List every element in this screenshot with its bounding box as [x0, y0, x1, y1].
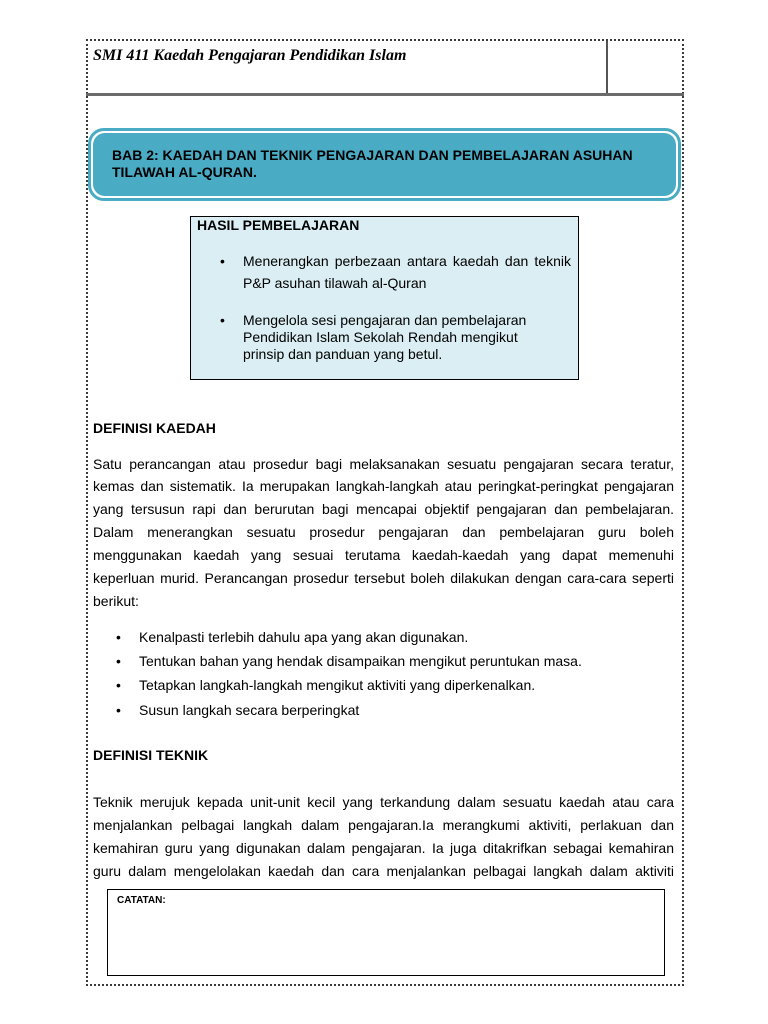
bullet-icon	[116, 649, 139, 673]
list-item	[116, 649, 582, 673]
text-line: keperluan murid. Perancangan prosedur tersebut boleh dilakukan dengan cara-cara seperti	[93, 569, 674, 586]
text-line: menjalankan pelbagai langkah dalam pengajaran.Ia merangkumi aktiviti, perlakuan dan	[93, 816, 674, 833]
chapter-banner	[88, 128, 681, 201]
list-item	[116, 673, 582, 697]
text-line: Mengelola sesi pengajaran dan pembelajaran	[243, 311, 527, 328]
text-line: Dalam menerangkan sesuatu prosedur pengajaran dan pembelajaran guru boleh	[93, 524, 674, 541]
bullet-icon	[116, 673, 139, 697]
bullet-icon	[220, 312, 243, 363]
text-line: kemas dan sistematik. Ia merupakan langkah-langkah atau peringkat-peringkat pengajaran	[93, 478, 674, 495]
section-heading-teknik: DEFINISI TEKNIK	[93, 747, 209, 763]
text-line: guru dalam mengelolakan kaedah dan cara menjalankan pelbagai langkah dalam aktiviti	[93, 862, 674, 879]
text-line: Satu perancangan atau prosedur bagi melaksanakan sesuatu pengajaran secara teratur,	[93, 455, 674, 472]
text-line: menggunakan kaedah yang sesuai terutama kaedah-kaedah yang dapat memenuhi	[93, 546, 674, 563]
list-item-text: Kenalpasti terlebih dahulu apa yang akan digunakan.	[139, 628, 469, 645]
text-line: berikut:	[93, 592, 139, 609]
notes-label: CATATAN:	[117, 895, 166, 906]
list-item-text: Tetapkan langkah-langkah mengikut aktiviti yang diperkenalkan.	[139, 677, 536, 694]
text-line: Pendidikan Islam Sekolah Rendah mengikut	[243, 328, 518, 345]
outcome-text	[243, 312, 571, 363]
list-item-text: Susun langkah secara berperingkat	[139, 701, 360, 718]
bullet-icon	[220, 250, 243, 294]
chapter-title: BAB 2: KAEDAH DAN TEKNIK PENGAJARAN DAN PEMBELAJARAN ASUHAN TILAWAH AL-QURAN.	[112, 146, 633, 180]
header-divider	[606, 41, 608, 94]
list-item	[116, 698, 582, 722]
learning-outcomes-box	[190, 216, 579, 380]
text-line: prinsip dan panduan yang betul.	[243, 345, 443, 362]
teknik-paragraph	[93, 791, 674, 883]
text-line: Teknik merujuk kepada unit-unit kecil yang terkandung dalam sesuatu kaedah atau cara	[93, 793, 674, 810]
course-title: SMI 411 Kaedah Pengajaran Pendidikan Islam	[93, 47, 407, 64]
list-item	[116, 625, 582, 649]
text-line: P&P asuhan tilawah al-Quran	[243, 275, 427, 291]
section-heading-kaedah: DEFINISI KAEDAH	[93, 420, 216, 436]
list-item-text: Tentukan bahan yang hendak disampaikan mengikut peruntukan masa.	[139, 653, 582, 670]
text-line: Menerangkan perbezaan antara kaedah dan teknik	[243, 253, 571, 269]
list-item	[220, 250, 571, 294]
bullet-icon	[116, 698, 139, 722]
learning-outcomes-title: HASIL PEMBELAJARAN	[197, 217, 360, 233]
header-rule	[86, 93, 684, 96]
notes-box	[107, 889, 665, 976]
kaedah-steps-list	[116, 625, 582, 722]
text-line: yang tersusun rapi dan berurutan bagi mencapai objektif pengajaran dan pembelajaran.	[93, 501, 674, 518]
text-line: kemahiran guru yang digunakan dalam pengajaran. Ia juga ditakrifkan sebagai kemahiran	[93, 839, 674, 856]
bullet-icon	[116, 625, 139, 649]
outcome-text	[243, 250, 571, 294]
kaedah-paragraph	[93, 453, 674, 613]
chapter-banner-fill	[93, 133, 676, 196]
list-item	[220, 312, 571, 363]
